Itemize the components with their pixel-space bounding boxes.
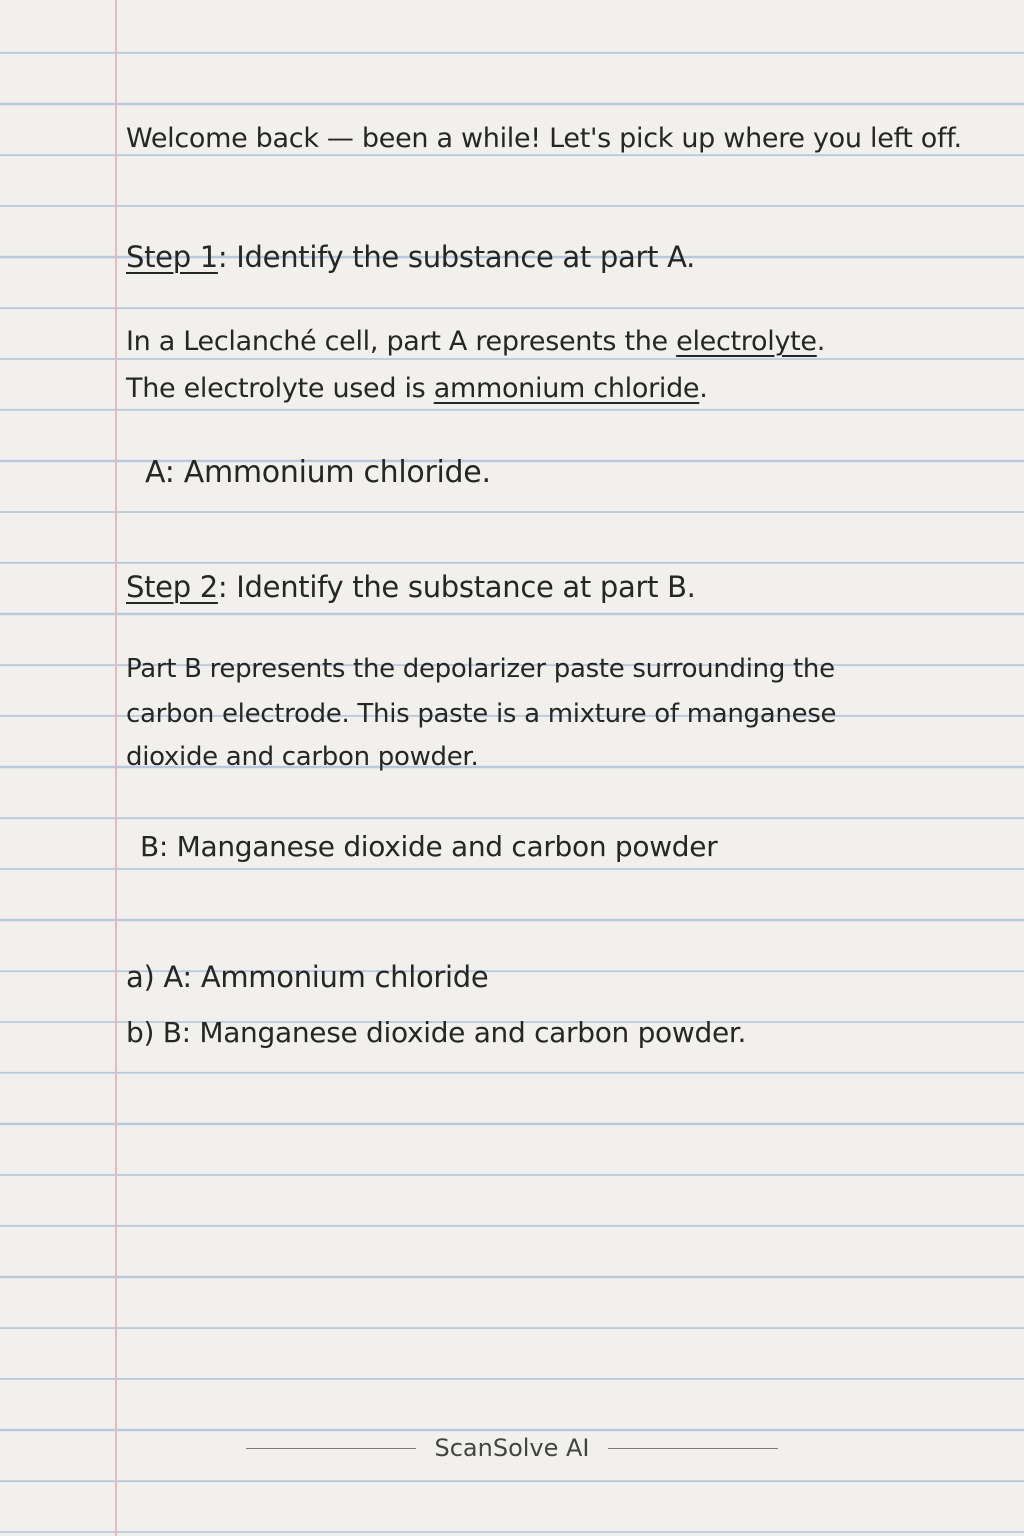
step2-title: : Identify the substance at part B.: [217, 570, 696, 604]
answer-b: b) B: Manganese dioxide and carbon powder.: [126, 1016, 747, 1049]
step1-line1-text: In a Leclanché cell, part A represents the: [126, 326, 677, 357]
footer-rule-right: [608, 1448, 778, 1449]
step1-line2-period: .: [699, 373, 708, 404]
step1-label: Step 1: [126, 240, 218, 274]
step1-line2: [126, 372, 708, 406]
step1-heading: [126, 240, 695, 274]
step2-heading: [126, 570, 696, 604]
keyword-electrolyte: electrolyte: [676, 326, 817, 357]
step2-result: B: Manganese dioxide and carbon powder: [140, 830, 718, 863]
step1-result: A: Ammonium chloride.: [145, 455, 491, 490]
step1-line1: [126, 325, 825, 359]
step2-line2: carbon electrode. This paste is a mixture of manganese: [126, 699, 837, 729]
answer-a: a) A: Ammonium chloride: [126, 960, 489, 994]
footer: [0, 1430, 1024, 1466]
step1-line2-text: The electrolyte used is: [126, 373, 434, 404]
margin-line: [115, 0, 117, 1536]
brand-name: ScanSolve AI: [434, 1434, 590, 1462]
footer-rule-left: [246, 1448, 416, 1449]
step1-title: : Identify the substance at part A.: [217, 240, 696, 274]
greeting-text: Welcome back — been a while! Let's pick up where you left off.: [126, 123, 962, 154]
step2-label: Step 2: [126, 570, 218, 604]
step2-line3: dioxide and carbon powder.: [126, 742, 479, 772]
step1-line1-period: .: [816, 326, 826, 357]
step2-line1: Part B represents the depolarizer paste surrounding the: [126, 654, 835, 684]
keyword-ammonium-chloride: ammonium chloride: [433, 373, 700, 404]
